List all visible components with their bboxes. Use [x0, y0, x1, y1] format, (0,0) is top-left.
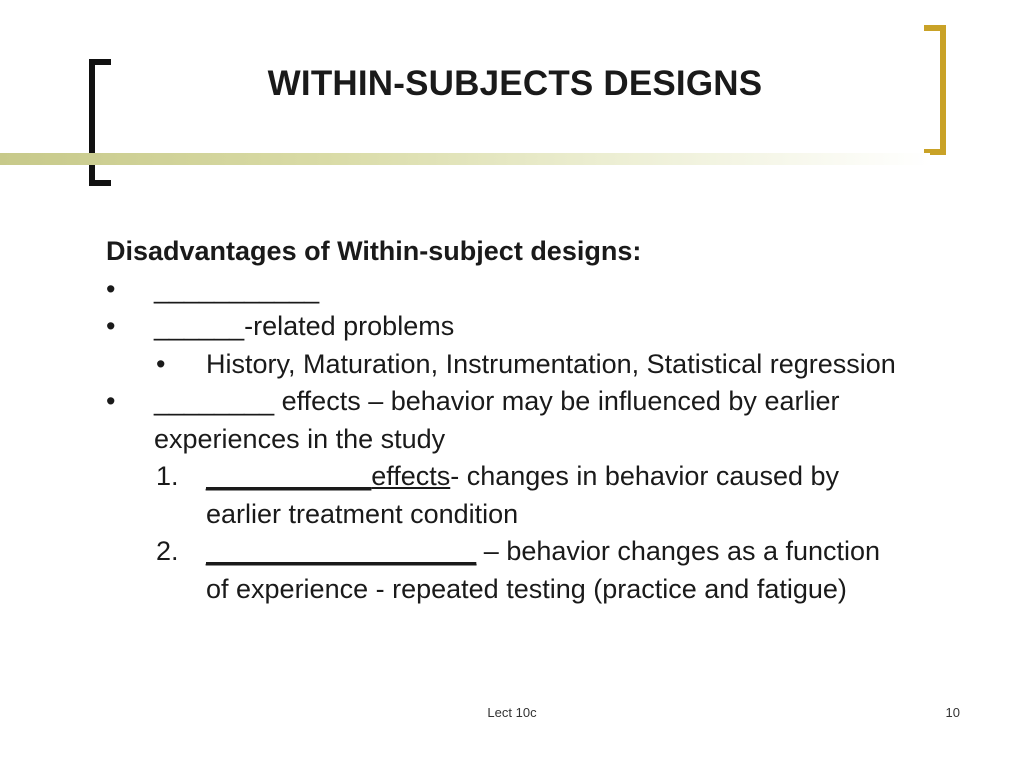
blank-line: ___________	[206, 461, 372, 491]
number-marker: 2.	[156, 536, 179, 566]
slide-body	[106, 233, 906, 608]
numbered-item-1	[106, 458, 906, 533]
bullet-item-3	[106, 383, 906, 458]
left-bracket-decoration	[89, 59, 111, 186]
sub-bullet-text: History, Maturation, Instrumentation, Statistical regression	[206, 348, 896, 379]
footer-lecture-label: Lect 10c	[487, 705, 537, 720]
sub-bullet-item	[106, 346, 906, 384]
bullet-marker: •	[106, 311, 116, 341]
section-heading: Disadvantages of Within-subject designs:	[106, 236, 642, 266]
bullet-item-1	[106, 271, 906, 309]
numbered-text: - changes in behavior caused by earlier treatment condition	[206, 461, 839, 529]
blank-line: ________	[154, 386, 275, 416]
blank-line: __________________	[206, 536, 477, 566]
bullet-marker: •	[156, 348, 166, 379]
bullet-text: effects – behavior may be influenced by earlier experiences in the study	[154, 386, 840, 454]
underlined-term: effects	[371, 461, 451, 491]
page-number: 10	[945, 705, 960, 720]
bullet-item-2	[106, 308, 906, 346]
number-marker: 1.	[156, 461, 179, 491]
bullet-marker: •	[106, 273, 116, 304]
bullet-text: -related problems	[244, 311, 455, 341]
slide-title: WITHIN-SUBJECTS DESIGNS	[267, 64, 763, 103]
bullet-marker: •	[106, 386, 116, 416]
numbered-item-2	[106, 533, 906, 608]
title-underline-bar	[0, 153, 930, 165]
right-bracket-decoration	[924, 25, 946, 155]
blank-line: ______	[154, 311, 245, 341]
numbered-text: – behavior changes as a function of experience - repeated testing (practice and fatigue)	[206, 536, 881, 604]
blank-line: ___________	[154, 273, 320, 304]
